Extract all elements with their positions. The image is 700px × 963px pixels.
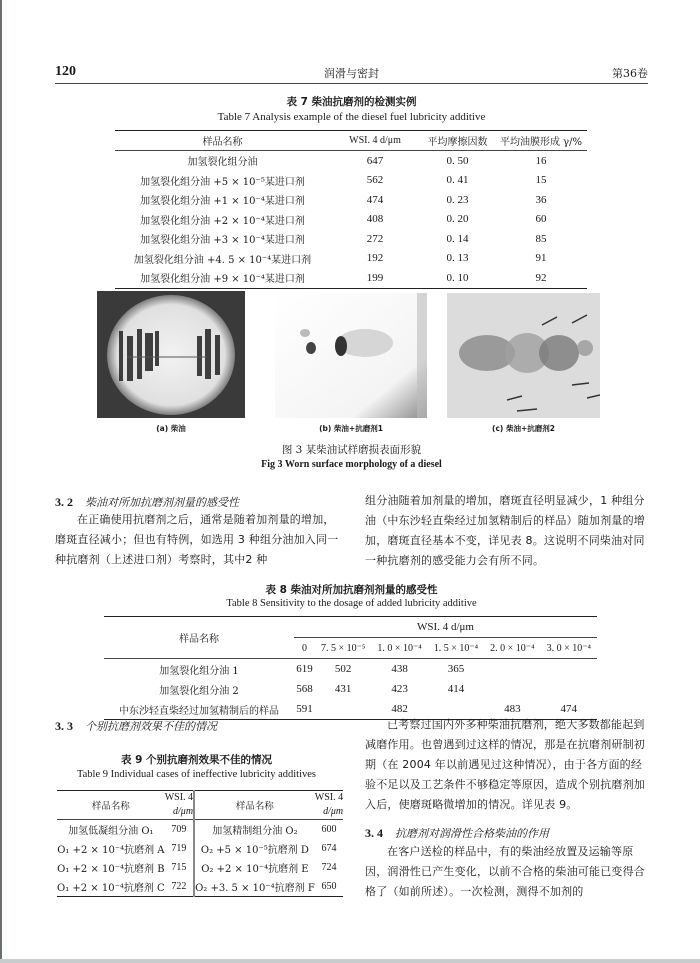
- table8-cell: 619: [296, 663, 313, 675]
- table7-col-header: 样品名称: [115, 131, 330, 151]
- figure3-caption-en: Fig 3 Worn surface morphology of a diesel: [261, 459, 442, 470]
- table9-col-header: 样品名称: [194, 791, 315, 820]
- table7-col-header: 平均油膜形成 γ/%: [495, 131, 587, 151]
- table7-cell: 36: [535, 193, 547, 206]
- section-3-3-right-paragraph: 已考察过国内外多种柴油抗磨剂，绝大多数都能起到减磨作用。也曾遇到过这样的情况，那是在抗磨剂研制初期（在 2004 年以前遇见过这种情况），由于各方面的经验不足以及工艺条件不够稳定等原因，造成个别抗磨剂加入后，使磨斑略微增加的情况。详见表 9。: [365, 718, 645, 811]
- table8-row: [104, 659, 597, 680]
- table7: [115, 130, 587, 289]
- table8-row-name: 中东沙轻直柴经过加氢精制后的样品: [119, 705, 279, 717]
- table8-cell: 482: [391, 703, 408, 715]
- header-rule: [55, 83, 648, 84]
- table7-cell: 15: [535, 174, 547, 187]
- table9-cell: 674: [321, 843, 337, 854]
- table9-row: [57, 858, 343, 877]
- table8-group-header-row: [104, 617, 597, 638]
- section-title: 抗磨剂对润滑性合格柴油的作用: [395, 827, 549, 840]
- section-3-4-paragraph: 在客户送检的样品中，有的柴油经放置及运输等原因，润滑性已产生变化，以前不合格的柴油可能已变得合格了（如前所述）。一次检测，测得不加剂的: [365, 845, 645, 898]
- table9-cell: O₂ +2 × 10⁻⁴抗磨剂 E: [201, 864, 309, 875]
- table8-caption-cn: 表 8 柴油对所加抗磨剂剂量的感受性: [265, 584, 438, 596]
- table9-col-header-wsl: WSI. 4 d/μm: [315, 791, 343, 820]
- table7-col-header: WSI. 4 d/μm: [330, 131, 420, 151]
- table7-cell: 192: [366, 252, 384, 265]
- table7-row: [115, 249, 587, 269]
- table9-col-header-wsl: WSI. 4 d/μm: [165, 791, 194, 820]
- table8-cell: 431: [334, 683, 352, 695]
- table7-cell: 92: [535, 271, 547, 284]
- table9-cell: O₂ +3. 5 × 10⁻⁴抗磨剂 F: [195, 883, 315, 894]
- table8-cell: 423: [391, 683, 408, 695]
- table7-cell: 60: [535, 213, 547, 226]
- table7-cell: 0. 41: [446, 174, 469, 187]
- table8-row: [104, 679, 597, 699]
- table8-cell: 502: [334, 663, 352, 675]
- table8-cell: [484, 659, 540, 680]
- table7-cell: 加氢裂化组分油 +5 × 10⁻⁵某进口剂: [140, 176, 305, 188]
- table7-header-row: [115, 131, 587, 151]
- table8-cell: [484, 679, 540, 699]
- table7-cell: 272: [366, 232, 384, 245]
- figure3-panel-a-image: [97, 291, 245, 418]
- table9-header-row: [57, 791, 343, 820]
- table7-cell: 199: [366, 271, 384, 284]
- table9-row: [57, 820, 343, 840]
- table7-row: [115, 229, 587, 249]
- section-3-2-heading: [55, 494, 239, 510]
- table9-cell: 715: [165, 858, 194, 877]
- table9-cell: O₁ +2 × 10⁻⁴抗磨剂 B: [57, 864, 165, 875]
- table7-cell: 0. 13: [446, 252, 469, 265]
- table8-row-name: 加氢裂化组分油 2: [159, 685, 239, 697]
- table7-cell: 0. 14: [446, 232, 469, 245]
- table9-cell: O₁ +2 × 10⁻⁴抗磨剂 A: [57, 845, 165, 856]
- table7-cell: 加氢裂化组分油 +9 × 10⁻⁴某进口剂: [140, 274, 305, 286]
- table7-cell: 0. 10: [446, 271, 469, 284]
- table7-cell: 474: [366, 193, 384, 206]
- table9-cell: 加氢低凝组分油 O₁: [68, 826, 154, 837]
- table9-cell: O₁ +2 × 10⁻⁴抗磨剂 C: [57, 883, 165, 894]
- journal-title: 润滑与密封: [324, 67, 379, 80]
- table8: [104, 616, 597, 720]
- section-3-2-left-paragraph: 在正确使用抗磨剂之后，通常是随着加剂量的增加，磨斑直径减小；但也有特例，如选用 3 种组分油加入同一种抗磨剂（上述进口剂）考察时，其中2 种: [55, 513, 339, 566]
- table9-row: [57, 877, 343, 897]
- table7-cell: 加氢裂化组分油 +1 × 10⁻⁴某进口剂: [140, 196, 305, 208]
- figure3-panel-c-image: [447, 293, 600, 418]
- table7-caption-cn: 表 7 柴油抗磨剂的检测实例: [286, 96, 417, 108]
- table9-cell: 650: [321, 881, 337, 892]
- table7-row: [115, 210, 587, 230]
- table9-cell: 719: [165, 839, 194, 858]
- figure3-panel-a-label: (a) 柴油: [156, 424, 186, 433]
- figure3-panel-c-label: (c) 柴油+抗磨剂2: [492, 424, 555, 433]
- figure3-panel-b-label: (b) 柴油+抗磨剂1: [319, 424, 383, 433]
- table9-cell: 600: [321, 824, 337, 835]
- table9-cell: 724: [321, 862, 337, 873]
- running-head: [55, 64, 648, 84]
- section-number: 3. 4: [365, 826, 383, 840]
- table7-cell: 408: [366, 213, 384, 226]
- table8-cell: 474: [560, 703, 578, 715]
- table8-cell: 414: [447, 683, 465, 695]
- table8-cell: [541, 659, 597, 680]
- table7-cell: 647: [366, 154, 384, 167]
- table7-row: [115, 268, 587, 288]
- table7-cell: 加氢裂化组分油: [187, 157, 258, 169]
- table7-cell: 91: [535, 252, 547, 265]
- table8-group-header: WSI. 4 d/μm: [294, 617, 597, 638]
- page-number: 120: [55, 64, 76, 79]
- table9-caption-en: Table 9 Individual cases of ineffective lubricity additives: [76, 769, 317, 780]
- table7-cell: 0. 23: [446, 193, 469, 206]
- section-title: 柴油对所加抗磨剂剂量的感受性: [85, 496, 239, 509]
- section-3-4-heading: [365, 825, 549, 841]
- figure3-panel-b-image: [275, 293, 427, 418]
- page-border-bottom: [0, 959, 700, 963]
- section-number: 3. 3: [55, 719, 73, 733]
- table8-col-header: 1. 5 × 10⁻⁴: [428, 638, 484, 659]
- table7-col-header: 平均摩擦因数: [420, 131, 495, 151]
- table9-row: [57, 839, 343, 858]
- table7-row: [115, 151, 587, 171]
- table7-cell: 加氢裂化组分油 +4. 5 × 10⁻⁴某进口剂: [133, 254, 312, 266]
- table8-caption-en: Table 8 Sensitivity to the dosage of added lubricity additive: [226, 598, 477, 609]
- table7-caption-en: Table 7 Analysis example of the diesel fuel lubricity additive: [217, 111, 486, 123]
- table7-cell: 0. 50: [446, 154, 469, 167]
- table8-cell: 438: [391, 663, 408, 675]
- table7-cell: 85: [535, 232, 547, 245]
- table8-col-header: 0: [294, 638, 315, 659]
- table8-cell: 483: [504, 703, 521, 715]
- figure3-caption-cn: 图 3 某柴油试样磨损表面形貌: [281, 444, 422, 456]
- table8-cell: [315, 699, 371, 720]
- section-3-2-right-paragraph: 组分油随着加剂量的增加，磨斑直径明显减少，1 种组分油（中东沙轻直柴经过加氢精制后的样品）随加剂量的增加，磨斑直径基本不变，详见表 8。这说明不同柴油对同一种抗磨剂的感受能力会有所不同。: [365, 494, 645, 567]
- table7-row: [115, 190, 587, 210]
- table9: [57, 790, 343, 897]
- table7-cell: 16: [535, 154, 547, 167]
- table9-col-header: 样品名称: [57, 791, 165, 820]
- table8-cell: 591: [296, 703, 313, 715]
- table8-cell: 568: [296, 683, 313, 695]
- table8-row-header: 样品名称: [104, 617, 294, 659]
- volume-label: 第36卷: [612, 67, 648, 80]
- table8-cell: 365: [447, 663, 465, 675]
- table7-cell: 562: [366, 174, 384, 187]
- table8-col-header: 7. 5 × 10⁻⁵: [315, 638, 371, 659]
- table7-row: [115, 171, 587, 191]
- page-border: [0, 0, 2, 963]
- table8-cell: [541, 679, 597, 699]
- table9-cell: O₂ +5 × 10⁻⁵抗磨剂 D: [200, 845, 309, 856]
- section-number: 3. 2: [55, 495, 73, 509]
- section-title: 个别抗磨剂效果不佳的情况: [85, 720, 217, 733]
- table9-cell: 709: [165, 820, 194, 840]
- table9-caption-cn: 表 9 个别抗磨剂效果不佳的情况: [120, 754, 273, 766]
- table9-cell: 加氢精制组分油 O₂: [212, 826, 298, 837]
- table8-col-header: 2. 0 × 10⁻⁴: [484, 638, 540, 659]
- table8-col-header: 1. 0 × 10⁻⁴: [371, 638, 427, 659]
- table9-cell: 722: [165, 877, 194, 897]
- table7-cell: 加氢裂化组分油 +2 × 10⁻⁴某进口剂: [140, 215, 305, 227]
- table8-row-name: 加氢裂化组分油 1: [159, 665, 239, 677]
- section-3-3-heading: [55, 718, 217, 734]
- table8-col-header: 3. 0 × 10⁻⁴: [541, 638, 597, 659]
- table7-cell: 0. 20: [446, 213, 469, 226]
- table7-cell: 加氢裂化组分油 +3 × 10⁻⁴某进口剂: [140, 235, 305, 247]
